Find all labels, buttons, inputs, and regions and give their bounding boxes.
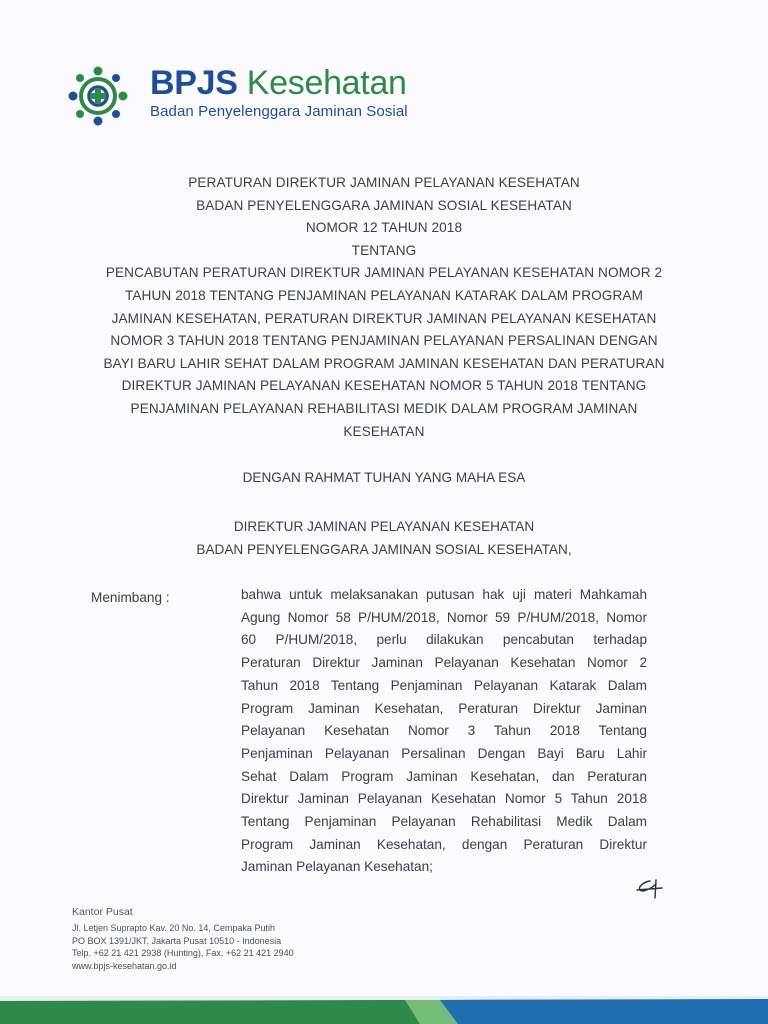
title-line: BADAN PENYELENGGARA JAMINAN SOSIAL KESEHATAN — [196, 197, 572, 213]
title-line: NOMOR 12 TAHUN 2018 — [305, 220, 463, 236]
footer-street: Jl. Letjen Suprapto Kav. 20 No. 14, Cempaka Putih — [72, 923, 275, 934]
considering-line: bahwa untuk melaksanakan putusan hak uji materi Mahkamah — [241, 587, 647, 602]
initials-signature-icon — [634, 876, 664, 902]
considering-label: Menimbang : — [91, 590, 170, 605]
regulation-title — [70, 172, 698, 443]
title-line: JAMINAN KESEHATAN, PERATURAN DIREKTUR JAMINAN PELAYANAN KESEHATAN — [111, 310, 657, 326]
considering-line: Program Jaminan Kesehatan, Peraturan Direktur Jaminan — [241, 700, 647, 716]
considering-line: Peraturan Direktur Jaminan Pelayanan Kesehatan Nomor 2 — [241, 655, 647, 671]
title-line: BAYI BARU LAHIR SEHAT DALAM PROGRAM JAMINAN KESEHATAN DAN PERATURAN — [103, 355, 665, 371]
footer-office: Kantor Pusat — [72, 906, 133, 918]
title-line: PENJAMINAN PELAYANAN REHABILITASI MEDIK DALAM PROGRAM JAMINAN — [130, 400, 638, 416]
brand-kesehatan: Kesehatan — [246, 64, 407, 102]
footer-address — [72, 906, 294, 972]
title-line: DIREKTUR JAMINAN PELAYANAN KESEHATAN NOMOR 5 TAHUN 2018 TENTANG — [121, 378, 647, 394]
brand-block — [150, 64, 408, 120]
brand-bpjs: BPJS — [150, 64, 238, 102]
considering-line: Sehat Dalam Program Jaminan Kesehatan, dan Peraturan — [241, 768, 647, 784]
director-heading — [70, 515, 698, 561]
title-line: NOMOR 3 TAHUN 2018 TENTANG PENJAMINAN PELAYANAN PERSALINAN DENGAN — [110, 333, 658, 349]
considering-line: Program Jaminan Kesehatan, dengan Peraturan Direktur — [241, 836, 647, 852]
considering-line: Jaminan Pelayanan Kesehatan; — [241, 859, 433, 875]
footer-website: www.bpjs-kesehatan.go.id — [72, 960, 177, 971]
considering-body — [241, 584, 647, 879]
title-line: PERATURAN DIREKTUR JAMINAN PELAYANAN KESEHATAN — [188, 175, 580, 190]
considering-line: Agung Nomor 58 P/HUM/2018, Nomor 59 P/HUM/2018, Nomor — [241, 609, 647, 625]
title-line: TAHUN 2018 TENTANG PENJAMINAN PELAYANAN KATARAK DALAM PROGRAM — [125, 287, 643, 303]
considering-line: Pelayanan Kesehatan Nomor 3 Tahun 2018 Tentang — [241, 723, 647, 739]
considering-line: Penjaminan Pelayanan Persalinan Dengan Bayi Baru Lahir — [241, 745, 647, 761]
blessing-line: DENGAN RAHMAT TUHAN YANG MAHA ESA — [242, 470, 526, 485]
footer-phone: Telp. +62 21 421 2938 (Hunting), Fax. +62 21 421 2940 — [72, 948, 294, 959]
title-line: PENCABUTAN PERATURAN DIREKTUR JAMINAN PELAYANAN KESEHATAN NOMOR 2 — [105, 265, 663, 281]
director-line: DIREKTUR JAMINAN PELAYANAN KESEHATAN — [233, 519, 535, 534]
brand-subtitle: Badan Penyelenggara Jaminan Sosial — [150, 103, 408, 120]
director-line: BADAN PENYELENGGARA JAMINAN SOSIAL KESEHATAN, — [196, 542, 572, 557]
considering-line: Tentang Penjaminan Pelayanan Rehabilitasi Medik Dalam — [241, 814, 647, 830]
bpjs-logo-icon — [68, 66, 128, 126]
title-line: TENTANG — [351, 242, 417, 258]
title-line: KESEHATAN — [343, 423, 425, 439]
brand-name — [150, 64, 408, 102]
considering-line: 60 P/HUM/2018, perlu dilakukan pencabutan terhadap — [241, 632, 647, 648]
footer-pobox: PO BOX 1391/JKT, Jakarta Pusat 10510 - Indonesia — [72, 935, 282, 946]
considering-line: Tahun 2018 Tentang Penjaminan Pelayanan Katarak Dalam — [241, 677, 647, 693]
considering-line: Direktur Jaminan Pelayanan Kesehatan Nomor 5 Tahun 2018 — [241, 791, 647, 807]
footer-band-decoration — [0, 996, 768, 1024]
